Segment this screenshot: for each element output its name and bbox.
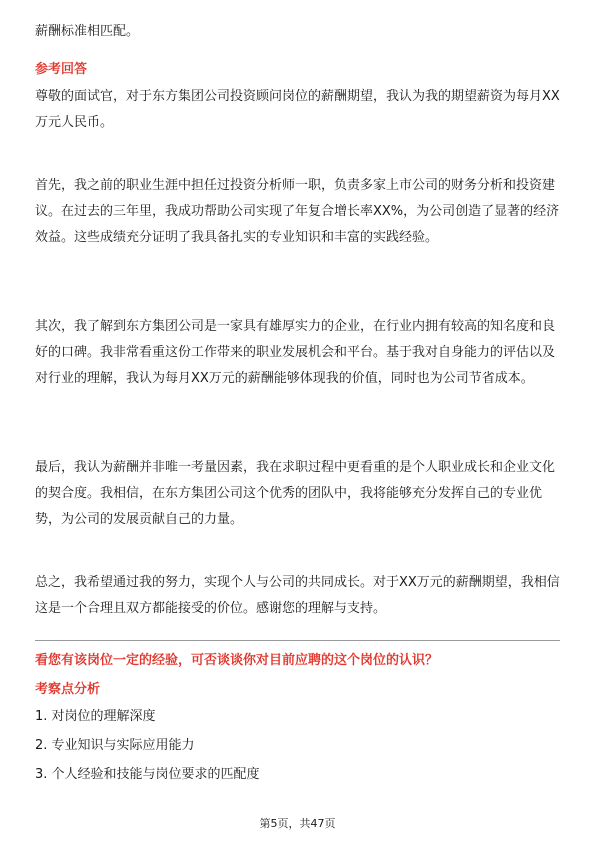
analysis-item-2: 2. 专业知识与实际应用能力 bbox=[35, 738, 195, 753]
analysis-heading: 考察点分析 bbox=[35, 682, 101, 697]
section-divider bbox=[35, 640, 560, 641]
reference-answer-heading: 参考回答 bbox=[35, 62, 88, 77]
answer-paragraph-1: 尊敬的面试官，对于东方集团公司投资顾问岗位的薪酬期望，我认为我的期望薪资为每月XX万元人民币。 bbox=[35, 89, 560, 130]
previous-answer-fragment: 薪酬标准相匹配。 bbox=[35, 24, 140, 39]
interview-question: 看您有该岗位一定的经验，可否谈谈你对目前应聘的这个岗位的认识？ bbox=[35, 653, 439, 668]
analysis-item-1: 1. 对岗位的理解深度 bbox=[35, 709, 156, 724]
answer-paragraph-4: 最后，我认为薪酬并非唯一考量因素，我在求职过程中更看重的是个人职业成长和企业文化的契合度。我相信，在东方集团公司这个优秀的团队中，我将能够充分发挥自己的专业优势，为公司的发展贡献自己的力量。 bbox=[35, 460, 556, 527]
page-number-footer: 第5页，共47页 bbox=[259, 817, 336, 830]
analysis-item-3: 3. 个人经验和技能与岗位要求的匹配度 bbox=[35, 767, 260, 782]
answer-paragraph-2: 首先，我之前的职业生涯中担任过投资分析师一职，负责多家上市公司的财务分析和投资建议。在过去的三年里，我成功帮助公司实现了年复合增长率XX%，为公司创造了显著的经济效益。这些成绩充分证明了我具备扎实的专业知识和丰富的实践经验。 bbox=[35, 178, 560, 245]
answer-paragraph-3: 其次，我了解到东方集团公司是一家具有雄厚实力的企业，在行业内拥有较高的知名度和良好的口碑。我非常看重这份工作带来的职业发展机会和平台。基于我对自身能力的评估以及对行业的理解，我认为每月XX万元的薪酬能够体现我的价值，同时也为公司节省成本。 bbox=[35, 319, 556, 386]
answer-paragraph-5: 总之，我希望通过我的努力，实现个人与公司的共同成长。对于XX万元的薪酬期望，我相信这是一个合理且双方都能接受的价位。感谢您的理解与支持。 bbox=[35, 575, 560, 616]
